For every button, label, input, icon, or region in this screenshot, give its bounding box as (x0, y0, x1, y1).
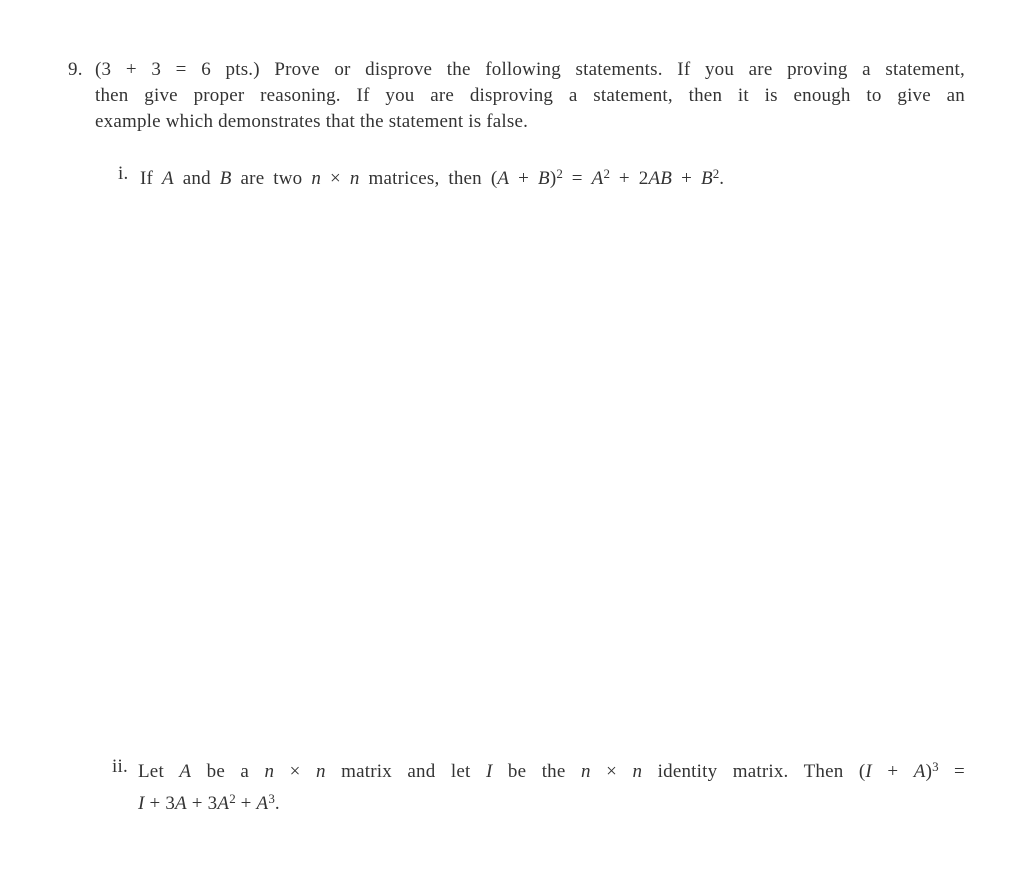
text-segment: AB (648, 168, 673, 189)
text-segment: A (497, 168, 510, 189)
text-segment: n (632, 761, 643, 782)
text-segment: ) (549, 168, 557, 189)
subitem-i-body (140, 160, 898, 192)
superscript: 2 (556, 166, 563, 181)
text-segment: matrix and let (325, 761, 486, 782)
text-segment: + (672, 168, 701, 189)
subitem-ii (112, 753, 965, 817)
text-segment: A (591, 168, 604, 189)
text-segment: + 2 (609, 168, 649, 189)
text-segment: B (219, 168, 232, 189)
text-segment: matrices, then ( (359, 168, 498, 189)
question-body (95, 57, 965, 135)
text-segment: B (700, 168, 713, 189)
text-segment: be the (492, 761, 581, 782)
text-segment: n (349, 168, 360, 189)
subitem-ii-marker: ii. (112, 756, 128, 777)
text-segment: + (509, 168, 538, 189)
text-segment: I (485, 761, 493, 782)
superscript: 2 (712, 166, 720, 181)
superscript: 3 (932, 759, 939, 774)
text-segment: I (138, 793, 145, 814)
question-9 (68, 57, 965, 135)
text-segment: identity matrix. Then ( (642, 761, 866, 782)
times-symbol: × (274, 761, 317, 782)
text-segment: A (217, 793, 230, 814)
subitem-ii-body (138, 753, 965, 817)
text-segment: If (140, 168, 163, 189)
text-segment: . (719, 168, 725, 189)
text-segment: are two (231, 168, 312, 189)
superscript: 2 (603, 166, 610, 181)
text-segment: A (256, 793, 269, 814)
text-segment: + (235, 793, 257, 814)
question-line-1: (3 + 3 = 6 pts.) Prove or disprove the following statements. If you are proving a statement, (95, 59, 965, 80)
subitem-i-marker: i. (118, 163, 129, 184)
text-segment: A (162, 168, 174, 189)
subitem-i-line (140, 160, 898, 192)
subitem-i (118, 160, 898, 192)
text-segment: + (871, 761, 914, 782)
text-segment: = (562, 168, 592, 189)
text-segment: A (179, 761, 192, 782)
times-symbol: × (321, 168, 350, 189)
text-segment: n (580, 761, 591, 782)
text-segment: Let (138, 761, 180, 782)
text-segment: and (173, 168, 220, 189)
text-segment: + 3 (186, 793, 218, 814)
text-segment: . (274, 793, 280, 814)
text-segment: n (264, 761, 275, 782)
question-number: 9. (68, 59, 83, 80)
subitem-ii-line-2 (138, 785, 965, 817)
question-line-2: then give proper reasoning. If you are disproving a statement, then it is enough to give an (95, 85, 965, 106)
text-segment: n (311, 168, 322, 189)
times-symbol: × (590, 761, 633, 782)
text-segment: A (175, 793, 187, 814)
text-segment: I (865, 761, 872, 782)
question-line-3: example which demonstrates that the statement is false. (95, 111, 529, 132)
text-segment: n (316, 761, 326, 782)
text-segment: be a (191, 761, 265, 782)
text-segment: ) (925, 761, 933, 782)
subitem-ii-line-1 (138, 753, 965, 785)
text-segment: A (913, 761, 926, 782)
superscript: 2 (229, 791, 236, 806)
text-segment: B (538, 168, 550, 189)
text-segment: + 3 (144, 793, 176, 814)
text-segment: = (938, 761, 965, 782)
superscript: 3 (268, 791, 275, 806)
